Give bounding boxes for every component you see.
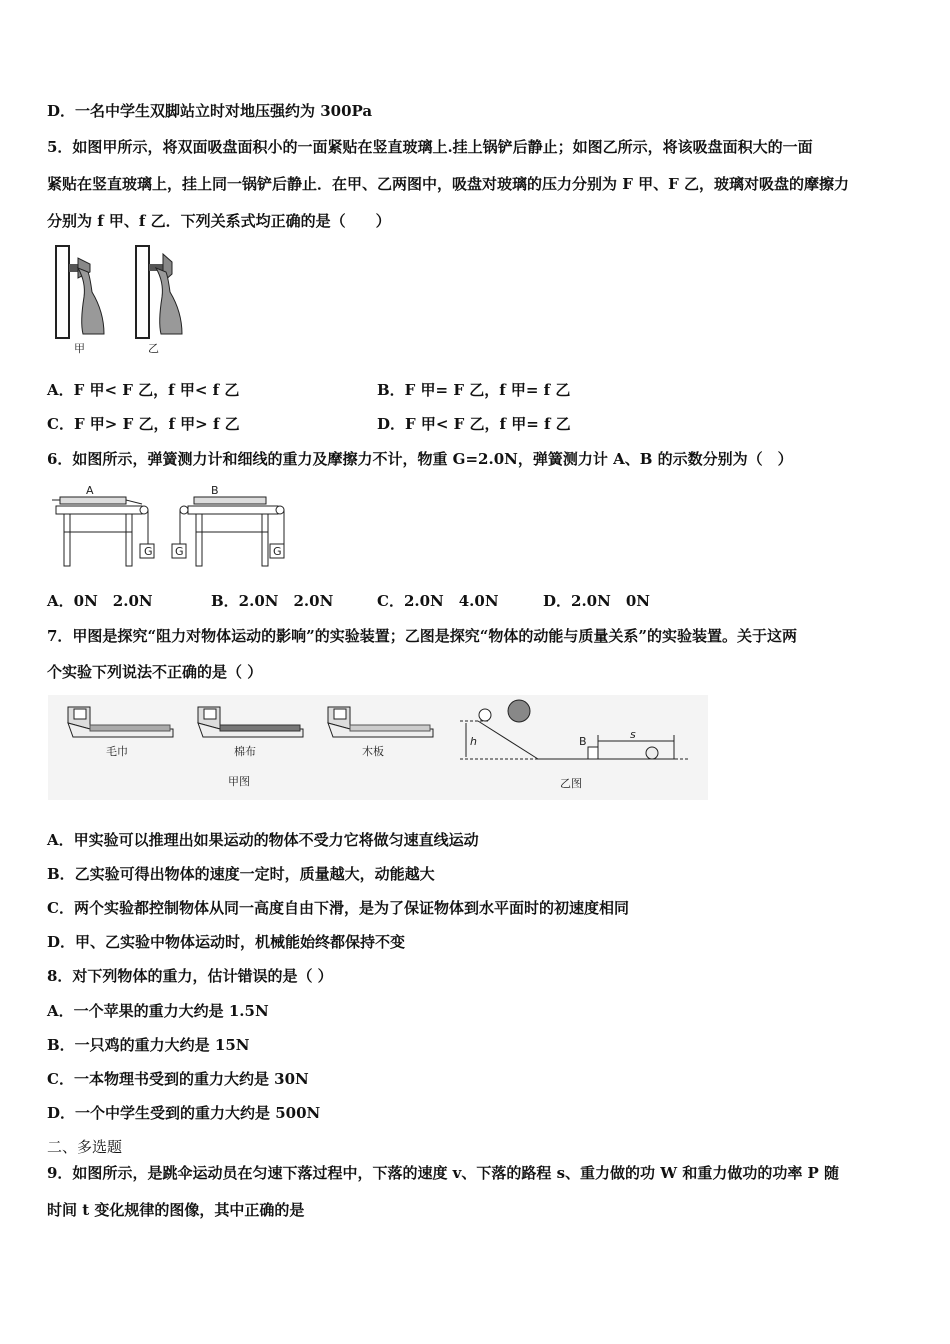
q7-stem-line2: 个实验下列说法不正确的是（ ） [47,663,263,681]
q7-option-d: D．甲、乙实验中物体运动时，机械能始终都保持不变 [47,933,406,951]
q6-weight-mid: G [175,545,184,558]
q5-fig-label-jia: 甲 [74,342,85,355]
q6-weight-left: G [144,545,153,558]
q5-suction-cup-figure [48,242,198,357]
q8-option-d: D．一个中学生受到的重力大约是 500N [47,1104,321,1122]
q7-option-b: B．乙实验可得出物体的速度一定时，质量越大，动能越大 [47,865,435,883]
q6-scale-a-label: A [86,484,94,497]
q7-label-s: s [630,728,636,741]
q7-option-c: C．两个实验都控制物体从同一高度自由下滑，是为了保证物体到水平面时的初速度相同 [47,899,629,917]
q4-option-d: D．一名中学生双脚站立时对地压强约为 300Pa [47,102,373,120]
q5-option-d: D．F 甲< F 乙，f 甲= f 乙 [377,415,571,433]
q5-stem-line2: 紧贴在竖直玻璃上，挂上同一锅铲后静止．在甲、乙两图中，吸盘对玻璃的压力分别为 F 甲、F 乙，玻璃对吸盘的摩擦力 [47,175,849,193]
section-title-multi-choice: 二、多选题 [47,1138,123,1156]
q6-scale-b-label: B [211,484,219,497]
q5-option-b: B．F 甲= F 乙，f 甲= f 乙 [377,381,571,399]
q8-stem: 8．对下列物体的重力，估计错误的是（ ） [47,967,333,985]
q6-stem: 6．如图所示，弹簧测力计和细线的重力及摩擦力不计，物重 G=2.0N，弹簧测力计 A、B 的示数分别为（ ） [47,450,793,468]
q6-option-a: A．0N 2.0N [47,592,153,610]
q5-stem-line3: 分别为 f 甲、f 乙．下列关系式均正确的是（ ） [47,212,391,230]
q7-surface-cotton: 棉布 [234,745,256,758]
q8-option-c: C．一本物理书受到的重力大约是 30N [47,1070,309,1088]
q8-option-b: B．一只鸡的重力大约是 15N [47,1036,250,1054]
q7-surface-wood: 木板 [362,745,384,758]
q7-option-a: A．甲实验可以推理出如果运动的物体不受力它将做匀速直线运动 [47,831,479,849]
q7-label-h: h [470,735,477,748]
q6-option-c: C．2.0N 4.0N [377,592,499,610]
q7-experiment-figure [48,695,708,800]
q6-weight-right: G [273,545,282,558]
q5-option-c: C．F 甲> F 乙，f 甲> f 乙 [47,415,240,433]
q9-stem-line2: 时间 t 变化规律的图像，其中正确的是 [47,1201,305,1219]
q7-surface-towel: 毛巾 [106,745,128,758]
q7-stem-line1: 7．甲图是探究“阻力对物体运动的影响”的实验装置；乙图是探究“物体的动能与质量关系”的实验装置。关于这两 [47,627,797,645]
q7-fig-label-yi: 乙图 [560,777,582,790]
q6-option-d: D．2.0N 0N [543,592,650,610]
q9-stem-line1: 9．如图所示，是跳伞运动员在匀速下落过程中，下落的速度 v、下落的路程 s、重力做的功 W 和重力做功的功率 P 随 [47,1164,840,1182]
q5-stem-line1: 5．如图甲所示，将双面吸盘面积小的一面紧贴在竖直玻璃上.挂上锅铲后静止；如图乙所示，将该吸盘面积大的一面 [47,138,813,156]
q6-spring-scale-figure [48,482,293,572]
q7-fig-label-jia: 甲图 [228,775,250,788]
q8-option-a: A．一个苹果的重力大约是 1.5N [47,1002,269,1020]
q7-label-b: B [579,735,587,748]
q5-fig-label-yi: 乙 [148,342,159,355]
q5-option-a: A．F 甲< F 乙，f 甲< f 乙 [47,381,240,399]
q6-option-b: B．2.0N 2.0N [211,592,334,610]
